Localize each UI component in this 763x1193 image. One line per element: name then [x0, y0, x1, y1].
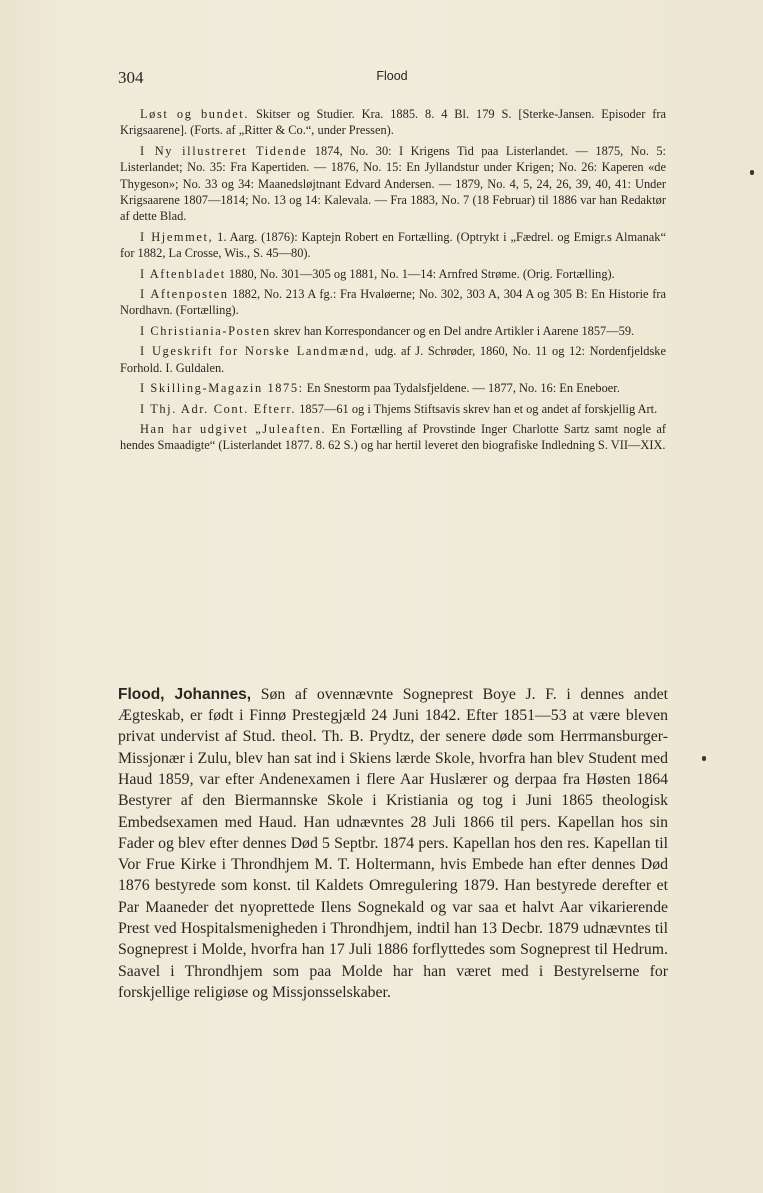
entry-text: udg. af J. Schrøder, 1860, No. 11 og 12: Nordenfjeldske Forhold. I. Guldalen. — [120, 344, 666, 375]
bibliography-section — [120, 106, 666, 458]
bibliography-entry — [120, 286, 666, 319]
bibliography-entry — [120, 229, 666, 262]
bibliography-entry — [120, 106, 666, 139]
bibliography-entry — [120, 343, 666, 376]
bibliography-entry — [120, 380, 666, 396]
entry-lead: Han har udgivet „Juleaften. — [140, 421, 327, 436]
entry-lead: Løst og bundet. — [140, 107, 250, 121]
entry-text: Skitser og Studier. Kra. 1885. 8. 4 Bl. 179 S. [Sterke-Jansen. Episoder fra Krigsaarene]. (Forts. af „Ritter & Co.“, under Pressen). — [120, 107, 666, 138]
entry-text: En Snestorm paa Tydalsfjeldene. — 1877, No. 16: En Eneboer. — [303, 381, 620, 396]
entry-text: skrev han Korrespondancer og en Del andre Artikler i Aarene 1857—59. — [270, 323, 635, 338]
entry-text: 1. Aarg. (1876): Kaptejn Robert en Fortælling. (Optrykt i „Fædrel. og Emigr.s Almanak“ for 1882, La Crosse, Wis., S. 45—80). — [120, 229, 666, 261]
biography-paragraph — [118, 684, 668, 1003]
entry-lead: I Skilling-Magazin 1875: — [140, 381, 304, 396]
bibliography-entry — [120, 421, 666, 454]
bibliography-entry — [120, 401, 666, 417]
entry-lead: I Ny illustreret Tidende — [140, 143, 308, 158]
entry-text: 1880, No. 301—305 og 1881, No. 1—14: Arnfred Strøme. (Orig. Fortælling). — [225, 266, 615, 281]
biography-name: Flood, Johannes, — [118, 685, 252, 703]
entry-lead: I Christiania-Posten — [140, 323, 271, 338]
bibliography-entry — [120, 266, 666, 282]
bibliography-entry — [120, 323, 666, 339]
entry-text: 1882, No. 213 A fg.: Fra Hvaløerne; No. 302, 303 A, 304 A og 305 B: En Historie fra Nordhavn. (Fortælling). — [120, 287, 666, 318]
running-head: Flood — [376, 69, 408, 83]
page-header — [118, 68, 666, 92]
entry-lead: I Thj. Adr. Cont. Efterr. — [140, 401, 297, 416]
bibliography-entry — [120, 143, 666, 225]
entry-text: 1874, No. 30: I Krigens Tid paa Listerlandet. — 1875, No. 5: Listerlandet; No. 35: Fra Kapertiden. — 1876, No. 15: En Jyllandstur under Krigen; No. 26: Kaperen «de Thygeson»; No. 33 og 34: Maanedsløjtnant Edvard Andersen. — 1879, No. 4, 5, 24, 26, 39, 40, 41: Under Krigsaarene 1807—1814; No. 13 og 14: Kalevala. — Fra 1883, No. 7 (18 Februar) til 1886 var han Redaktør af dette Blad. — [120, 143, 666, 224]
biography-text: Søn af ovennævnte Sogneprest Boye J. F. i dennes andet Ægteskab, er født i Finnø Prestegjæld 24 Juni 1842. Efter 1851—53 at være bleven privat undervist af Stud. theol. Th. B. Prydtz, der senere døde som Herrmansburger-Missjonær i Zulu, blev han sat ind i Skiens lærde Skole, hvorfra han blev Student med Haud 1859, var efter Andenexamen i flere Aar Huslærer og derpaa fra Høsten 1864 Bestyrer af den Biermannske Skole i Kristiania og tog i Juni 1865 theologisk Embedsexamen med Haud. Han udnævntes 28 Juli 1866 til pers. Kapellan hos sin Fader og blev efter dennes Død 5 Septbr. 1874 pers. Kapellan hos den res. Kapellan til Vor Frue Kirke i Throndhjem M. T. Holtermann, hvis Embede han efter dennes Død 1876 bestyrede som konst. til Kaldets Omregulering 1879. Han bestyrede derefter et Par Maaneder det nyoprettede Ilens Sognekald og var saa et halvt Aar vikarierende Prest ved Hospitalsmenigheden i Throndhjem, indtil han 13 Decbr. 1879 udnævntes til Sogneprest i Molde, hvorfra han 17 Juli 1886 forflyttedes som Sogneprest til Hedrum. Saavel i Throndhjem som paa Molde har han været med i Bestyrelserne for forskjellige religiøse og Missjonsselskaber. — [118, 685, 669, 1001]
entry-lead: I Aftenbladet — [140, 266, 226, 281]
entry-lead: I Hjemmet, — [140, 229, 214, 244]
entry-lead: I Aftenposten — [140, 287, 229, 302]
entry-lead: I Ugeskrift for Norske Landmænd, — [140, 344, 370, 359]
ink-speck — [702, 756, 706, 761]
entry-text: En Fortælling af Provstinde Inger Charlotte Sartz samt nogle af hendes Smaadigte“ (Listerlandet 1877. 8. 62 S.) og har hertil leveret den biografiske Indledning S. VII—XIX. — [120, 421, 666, 453]
ink-speck — [750, 170, 754, 175]
page-number: 304 — [118, 68, 144, 87]
entry-text: 1857—61 og i Thjems Stiftsavis skrev han et og andet af forskjellig Art. — [296, 401, 658, 416]
